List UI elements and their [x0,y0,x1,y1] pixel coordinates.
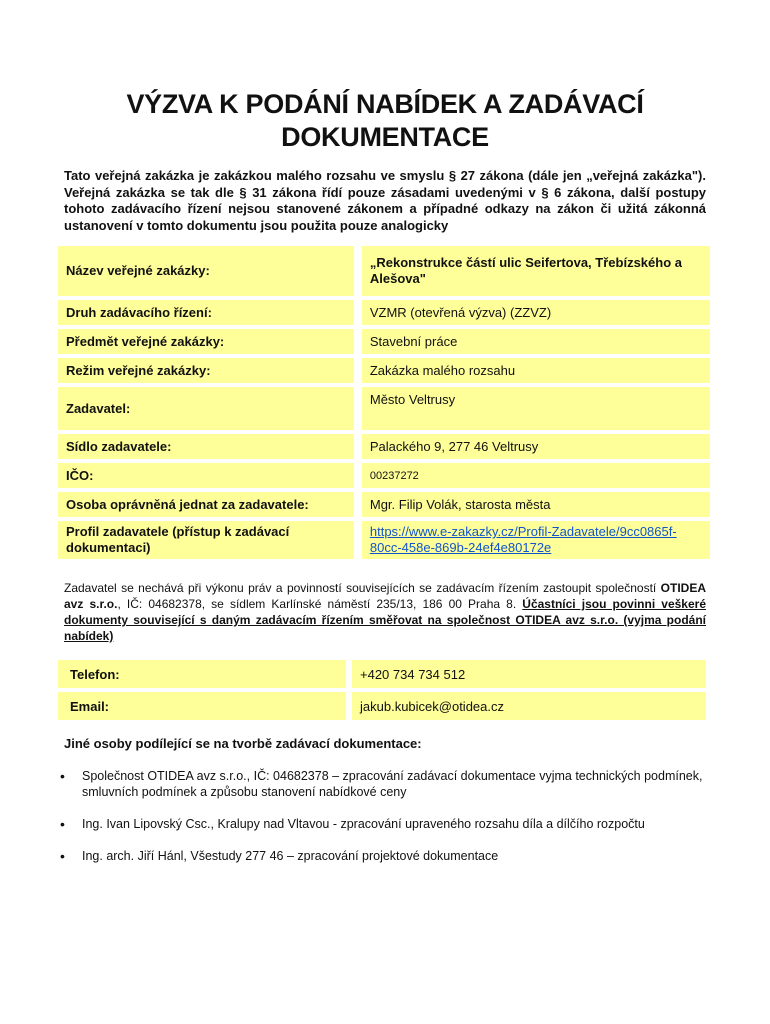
info-row-profile [58,521,710,563]
representation-text: Zadavatel se nechává při výkonu práv a povinností souvisejících se zadávacím řízením zastoupit společností [64,581,661,595]
list-item: • Ing. arch. Jiří Hánl, Všestudy 277 46 – zpracování projektové dokumentace [58,848,718,864]
info-row-regime [58,358,710,387]
contact-label: Telefon: [58,660,352,692]
profile-link[interactable]: https://www.e-zakazky.cz/Profil-Zadavatele/9cc0865f-80cc-458e-869b-24ef4e80172e [369,524,677,555]
others-heading: Jiné osoby podílející se na tvorbě zadávací dokumentace: [64,736,422,751]
info-row-type [58,300,710,329]
phone-value: +420 734 734 512 [352,660,706,692]
info-value: „Rekonstrukce částí ulic Seifertova, Třebízského a Alešova" [362,246,710,300]
participants-notice: Účastníci jsou povinni veškeré dokumenty související s daným zadávacím řízením směřovat na společnost OTIDEA avz s.r.o. (vyjma podání nabídek) [64,597,706,643]
info-label: Sídlo zadavatele: [58,434,362,463]
info-label: Režim veřejné zakázky: [58,358,362,387]
others-list [58,768,718,880]
contact-label: Email: [58,692,352,724]
info-value: Stavební práce [362,329,710,358]
list-item: • Ing. Ivan Lipovský Csc., Kralupy nad Vltavou - zpracování upraveného rozsahu díla a dílčího rozpočtu [58,816,718,832]
info-value: Mgr. Filip Volák, starosta města [362,492,710,521]
company-name: OTIDEA avz s.r.o. [64,581,706,611]
info-label: Profil zadavatele (přístup k zadávací dokumentaci) [58,521,362,563]
contact-row-phone [58,660,706,692]
info-label: Druh zadávacího řízení: [58,300,362,329]
intro-paragraph: Tato veřejná zakázka je zakázkou malého rozsahu ve smyslu § 27 zákona (dále jen „veřejná zakázka"). Veřejná zakázka se tak dle § 31 zákona řídí pouze zásadami uvedenými v § 6 zákona, další postupy tohoto zadávacího řízení nejsou stanovené zákonem a případné odkazy na zákon či užitá zákonná ustanovení v tomto dokumentu jsou použita pouze analogicky [64,168,706,233]
info-value [362,521,710,563]
info-value: Palackého 9, 277 46 Veltrusy [362,434,710,463]
info-row-name [58,246,710,300]
representation-text: , IČ: 04682378, se sídlem Karlínské náměstí 235/13, 186 00 Praha 8. [117,597,523,611]
email-value: jakub.kubicek@otidea.cz [352,692,706,724]
info-value: Město Veltrusy [362,387,710,434]
info-row-seat [58,434,710,463]
info-value: VZMR (otevřená výzva) (ZZVZ) [362,300,710,329]
info-label: Název veřejné zakázky: [58,246,362,300]
info-table [58,246,710,563]
info-label: IČO: [58,463,362,492]
info-row-ico [58,463,710,492]
representation-paragraph [64,580,706,644]
contact-row-email [58,692,706,724]
info-label: Zadavatel: [58,387,362,434]
info-label: Předmět veřejné zakázky: [58,329,362,358]
info-row-subject [58,329,710,358]
info-value: Zakázka malého rozsahu [362,358,710,387]
info-value: 00237272 [362,463,710,492]
document-title: VÝZVA K PODÁNÍ NABÍDEK A ZADÁVACÍ DOKUMENTACE [126,89,644,152]
info-row-person [58,492,710,521]
info-label: Osoba oprávněná jednat za zadavatele: [58,492,362,521]
contact-table [58,660,706,724]
info-row-contracting [58,387,710,434]
list-item: • Společnost OTIDEA avz s.r.o., IČ: 04682378 – zpracování zadávací dokumentace vyjma technických podmínek, smluvních podmínek a způsobu stanovení nabídkové ceny [58,768,718,800]
